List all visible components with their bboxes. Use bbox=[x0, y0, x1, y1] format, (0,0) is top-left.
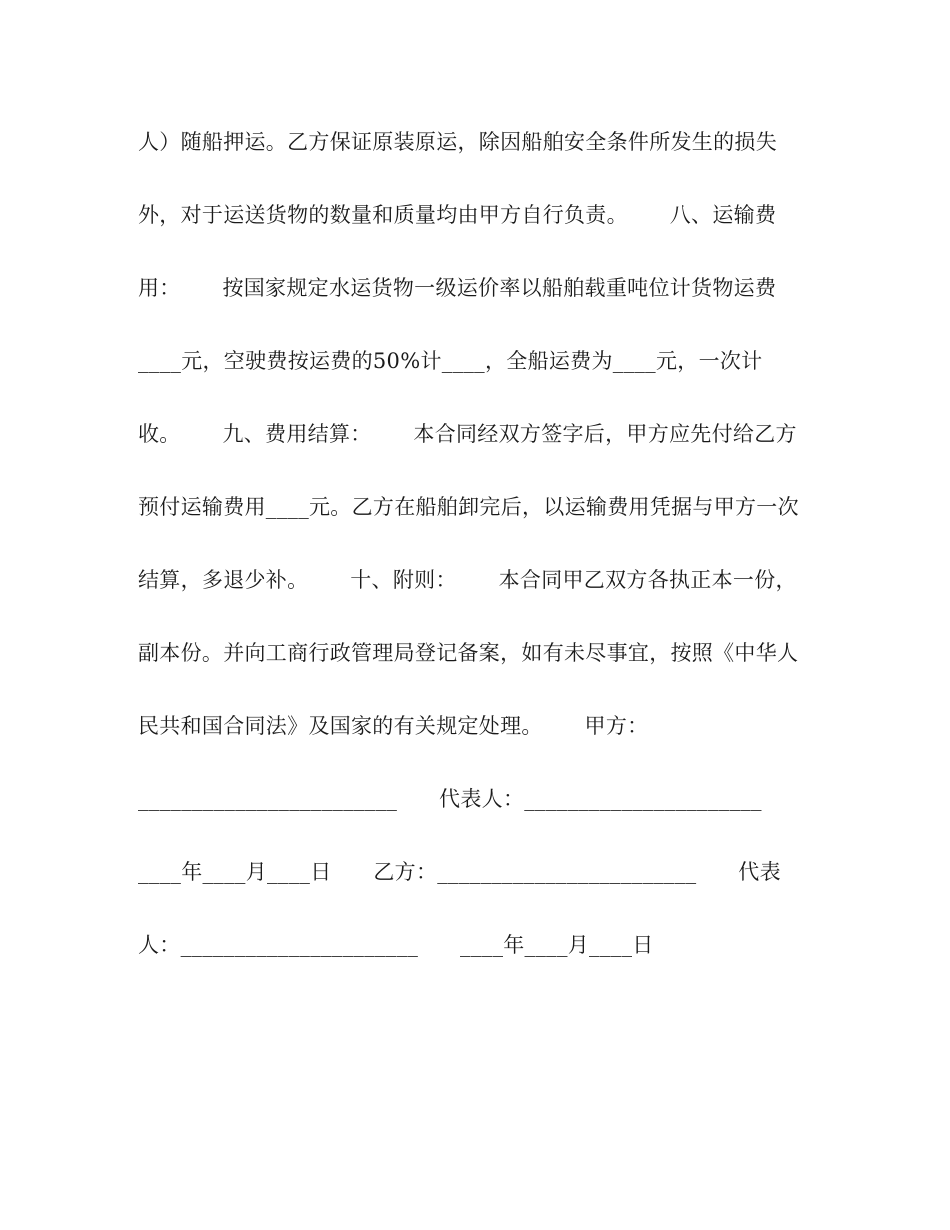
text-line-3: 用： 按国家规定水运货物一级运价率以船舶载重吨位计货物运费 bbox=[138, 276, 777, 300]
representative-date-line: 人：______________________ ____年____月____日 bbox=[138, 933, 654, 957]
signature-line-party-a: ________________________ 代表人：______________________ bbox=[138, 787, 762, 811]
text-line-9: 民共和国合同法》及国家的有关规定处理。 甲方： bbox=[138, 714, 649, 738]
text-line-6: 预付运输费用____元。乙方在船舶卸完后，以运输费用凭据与甲方一次 bbox=[138, 495, 799, 519]
text-line-1: 人）随船押运。乙方保证原装原运，除因船舶安全条件所发生的损失 bbox=[138, 130, 777, 154]
text-line-4: ____元，空驶费按运费的50%计____，全船运费为____元，一次计 bbox=[138, 349, 763, 373]
text-line-5: 收。 九、费用结算： 本合同经双方签字后，甲方应先付给乙方 bbox=[138, 422, 797, 446]
text-line-7: 结算，多退少补。 十、附则： 本合同甲乙双方各执正本一份， bbox=[138, 568, 797, 592]
date-and-party-b-line: ____年____月____日 乙方：________________________ 代表 bbox=[138, 860, 781, 884]
text-line-2: 外，对于运送货物的数量和质量均由甲方自行负责。 八、运输费 bbox=[138, 203, 777, 227]
text-line-8: 副本份。并向工商行政管理局登记备案，如有未尽事宜，按照《中华人 bbox=[138, 641, 799, 665]
